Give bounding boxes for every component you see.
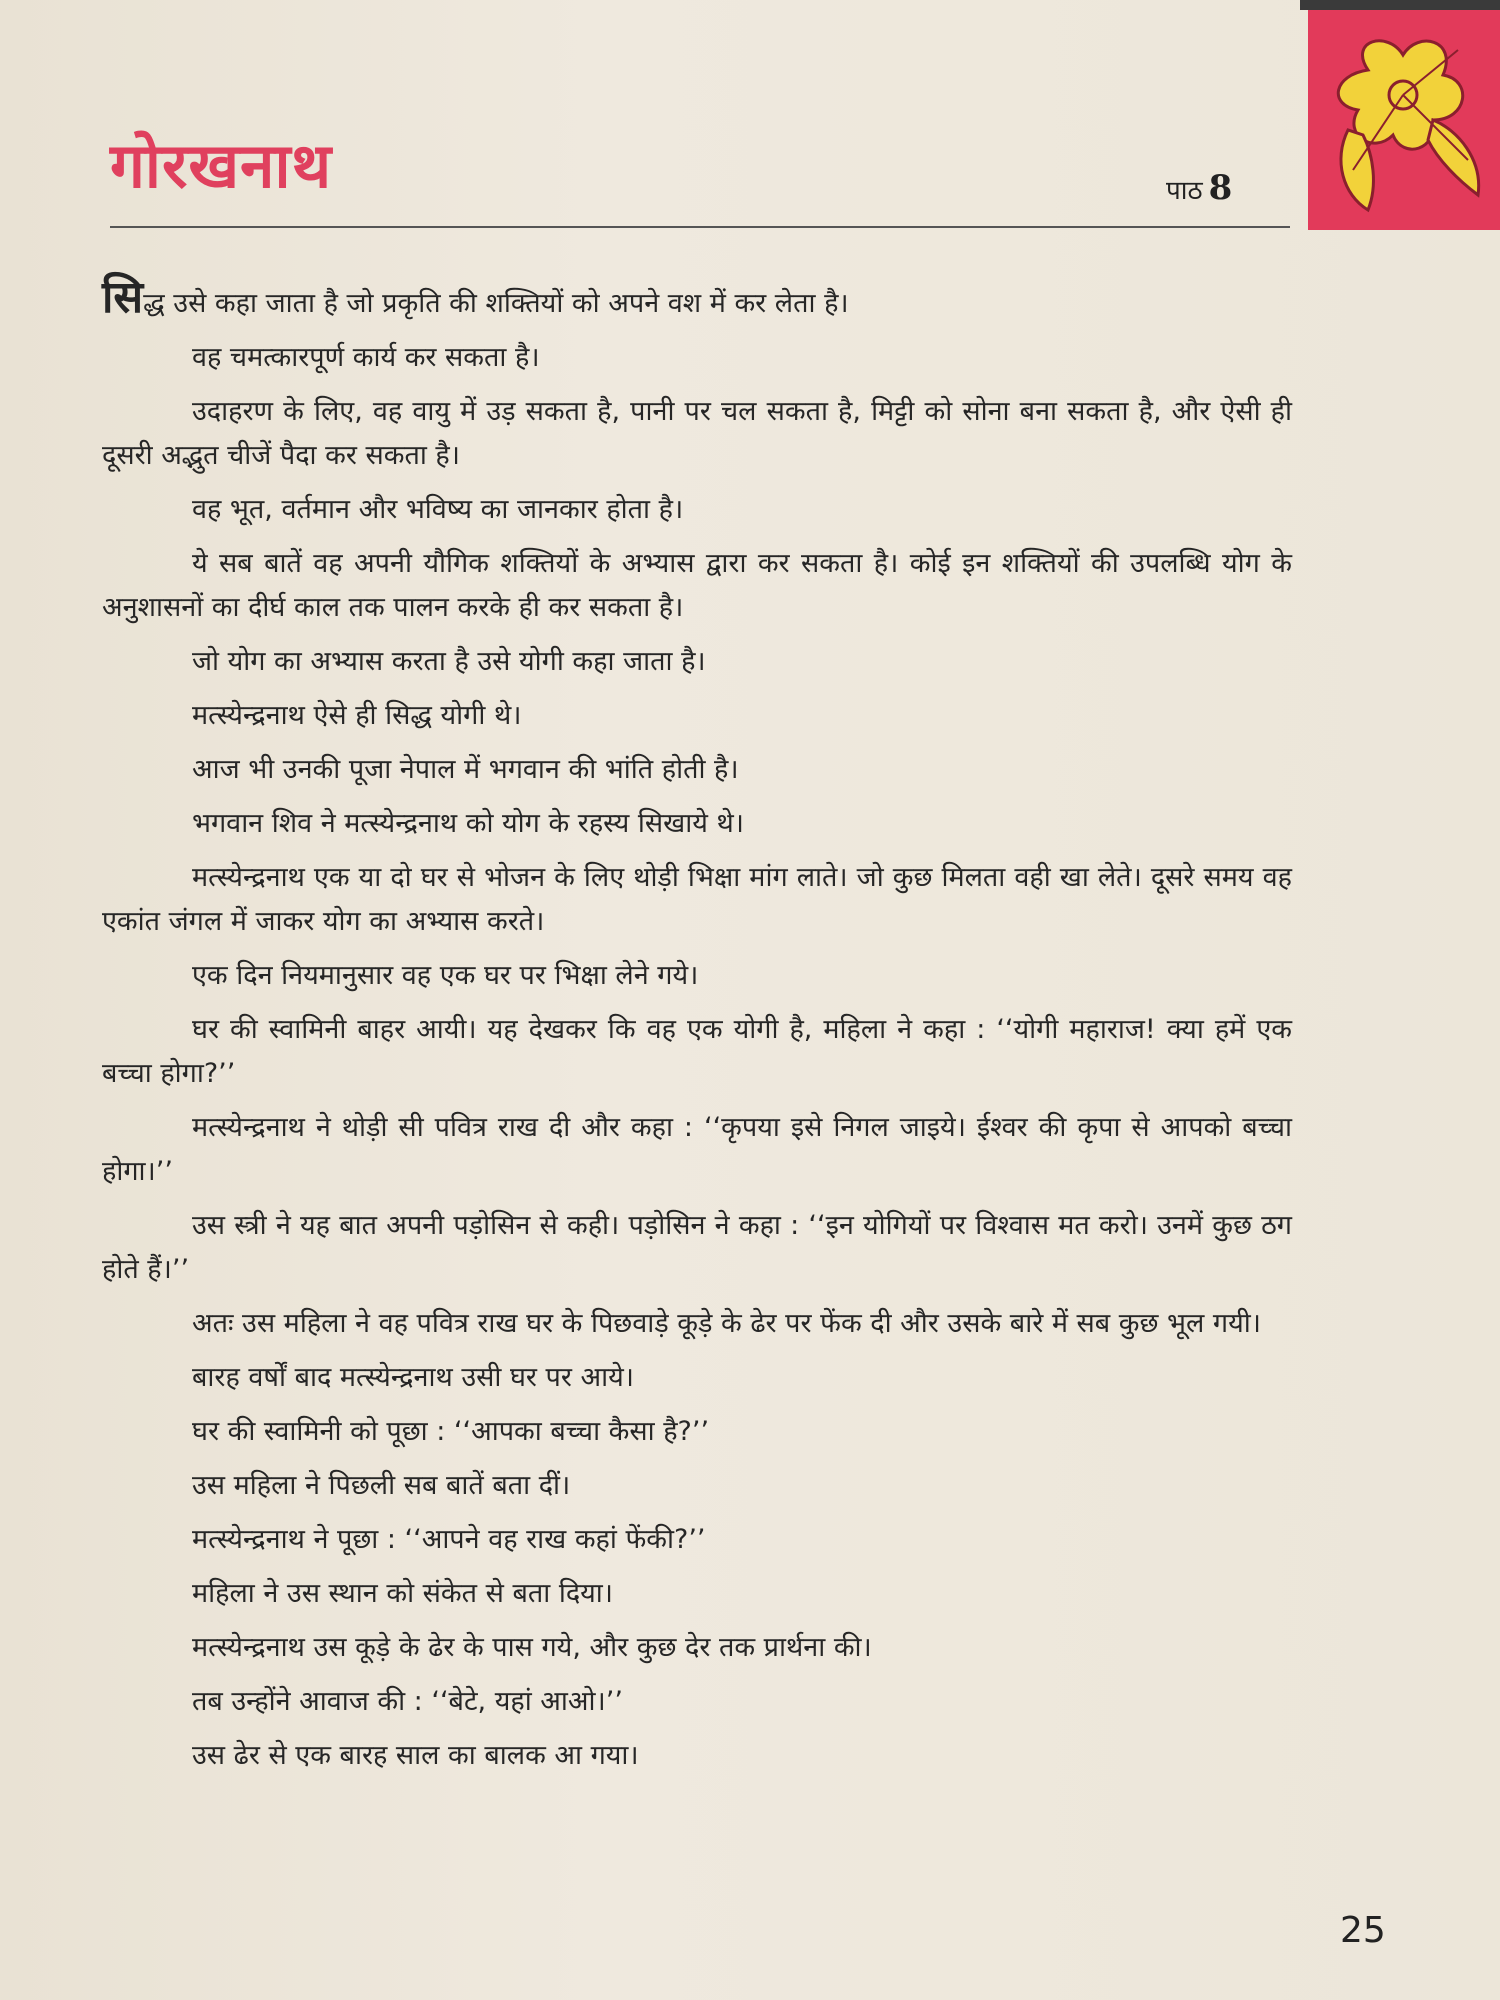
paragraph-text: द्ध उसे कहा जाता है जो प्रकृति की शक्तियों को अपने वश में कर लेता है। bbox=[143, 288, 849, 319]
paragraph: बारह वर्षों बाद मत्स्येन्द्रनाथ उसी घर पर आये। bbox=[192, 1362, 634, 1393]
paragraph: उस ढेर से एक बारह साल का बालक आ गया। bbox=[192, 1740, 639, 1771]
paragraph: घर की स्वामिनी को पूछा : ‘‘आपका बच्चा कैसा है?’’ bbox=[192, 1416, 710, 1447]
paragraph-first bbox=[102, 272, 1292, 326]
paragraph: अतः उस महिला ने वह पवित्र राख घर के पिछवाड़े कूड़े के ढेर पर फेंक दी और उसके बारे में सब कुछ भूल गयी। bbox=[192, 1308, 1262, 1339]
drop-cap: सि bbox=[102, 272, 144, 323]
lesson-label: पाठ bbox=[1166, 176, 1203, 206]
title-divider bbox=[110, 226, 1290, 228]
paragraph: मत्स्येन्द्रनाथ ऐसे ही सिद्ध योगी थे। bbox=[192, 700, 522, 731]
paragraph: आज भी उनकी पूजा नेपाल में भगवान की भांति होती है। bbox=[192, 754, 739, 785]
paragraph: वह चमत्कारपूर्ण कार्य कर सकता है। bbox=[192, 342, 540, 373]
paragraph: महिला ने उस स्थान को संकेत से बता दिया। bbox=[192, 1578, 614, 1609]
paragraph: उदाहरण के लिए, वह वायु में उड़ सकता है, पानी पर चल सकता है, मिट्टी को सोना बना सकता है, और ऐसी ही दूसरी अद्भुत चीजें पैदा कर सकता है। bbox=[102, 396, 1292, 471]
paragraph: मत्स्येन्द्रनाथ एक या दो घर से भोजन के लिए थोड़ी भिक्षा मांग लाते। जो कुछ मिलता वही खा लेते। दूसरे समय वह एकांत जंगल में जाकर योग का अभ्यास करते। bbox=[102, 862, 1292, 937]
paragraph: एक दिन नियमानुसार वह एक घर पर भिक्षा लेने गये। bbox=[192, 960, 699, 991]
paragraph: वह भूत, वर्तमान और भविष्य का जानकार होता है। bbox=[192, 494, 684, 525]
paragraph: भगवान शिव ने मत्स्येन्द्रनाथ को योग के रहस्य सिखाये थे। bbox=[192, 808, 744, 839]
flower-decoration bbox=[1308, 10, 1500, 230]
paragraph: तब उन्होंने आवाज की : ‘‘बेटे, यहां आओ।’’ bbox=[192, 1686, 623, 1717]
page-edge-shadow bbox=[1300, 0, 1500, 10]
paragraph: उस स्त्री ने यह बात अपनी पड़ोसिन से कही। पड़ोसिन ने कहा : ‘‘इन योगियों पर विश्वास मत करो। उनमें कुछ ठग होते हैं।’’ bbox=[102, 1210, 1292, 1285]
paragraph: मत्स्येन्द्रनाथ उस कूड़े के ढेर के पास गये, और कुछ देर तक प्रार्थना की। bbox=[192, 1632, 872, 1663]
lesson-indicator bbox=[1166, 168, 1232, 208]
chapter-body bbox=[102, 272, 1292, 1788]
chapter-title: गोरखनाथ bbox=[110, 129, 333, 202]
page-number: 25 bbox=[1340, 1910, 1386, 1951]
paragraph: ये सब बातें वह अपनी यौगिक शक्तियों के अभ्यास द्वारा कर सकता है। कोई इन शक्तियों की उपलब्धि योग के अनुशासनों का दीर्घ काल तक पालन करके ही कर सकता है। bbox=[102, 548, 1292, 623]
paragraph: जो योग का अभ्यास करता है उसे योगी कहा जाता है। bbox=[192, 646, 706, 677]
paragraph: उस महिला ने पिछली सब बातें बता दीं। bbox=[192, 1470, 571, 1501]
paragraph: मत्स्येन्द्रनाथ ने थोड़ी सी पवित्र राख दी और कहा : ‘‘कृपया इसे निगल जाइये। ईश्वर की कृपा से आपको बच्चा होगा।’’ bbox=[102, 1112, 1292, 1187]
paragraph: मत्स्येन्द्रनाथ ने पूछा : ‘‘आपने वह राख कहां फेंकी?’’ bbox=[192, 1524, 706, 1555]
lesson-number: 8 bbox=[1208, 168, 1233, 208]
paragraph: घर की स्वामिनी बाहर आयी। यह देखकर कि वह एक योगी है, महिला ने कहा : ‘‘योगी महाराज! क्या हमें एक बच्चा होगा?’’ bbox=[102, 1014, 1292, 1089]
